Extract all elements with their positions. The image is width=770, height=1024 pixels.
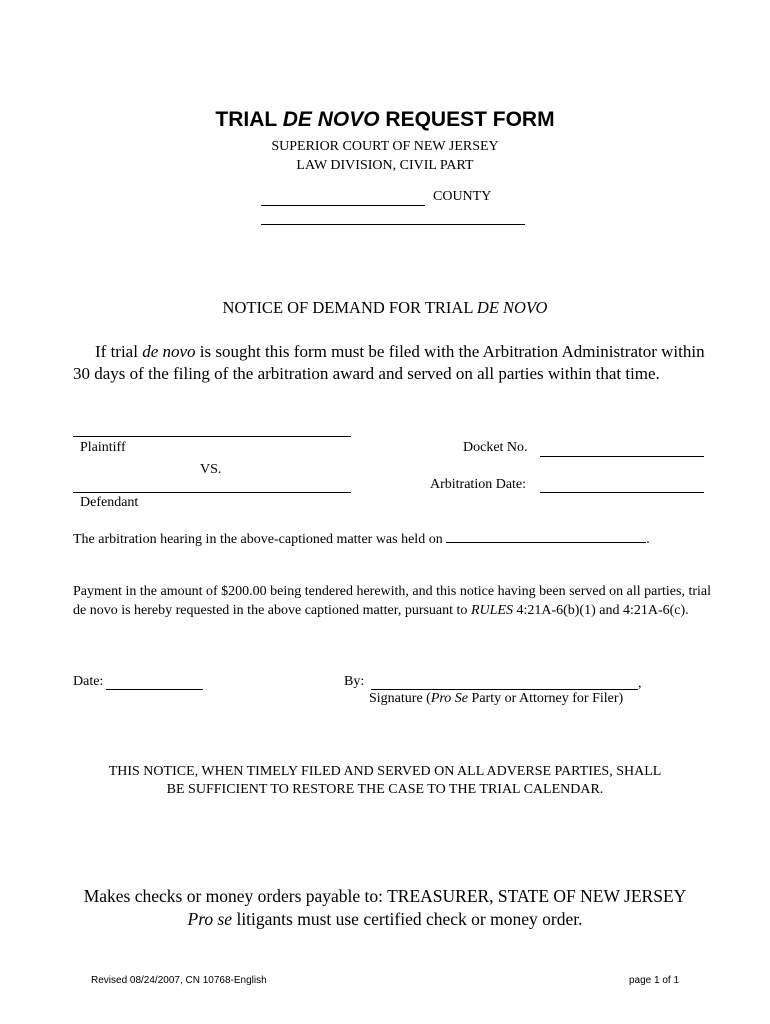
plaintiff-label: Plaintiff bbox=[80, 440, 126, 455]
payable-instructions bbox=[0, 885, 770, 931]
docket-label: Docket No. bbox=[463, 440, 528, 455]
page-number: page 1 of 1 bbox=[629, 975, 680, 986]
court-division: LAW DIVISION, CIVIL PART bbox=[296, 158, 474, 173]
hearing-period: . bbox=[646, 532, 650, 547]
plaintiff-field[interactable] bbox=[73, 436, 351, 437]
intro-italic: de novo bbox=[142, 342, 196, 361]
hearing-text: The arbitration hearing in the above-captioned matter was held on bbox=[73, 532, 443, 547]
county-extra-field[interactable] bbox=[261, 224, 525, 225]
defendant-field[interactable] bbox=[73, 492, 351, 493]
warning-line-2: BE SUFFICIENT TO RESTORE THE CASE TO THE TRIAL CALENDAR. bbox=[166, 782, 604, 797]
payment-text-end: 4:21A-6(b)(1) and 4:21A-6(c). bbox=[512, 602, 689, 618]
intro-text-end: is sought this form must be filed with the Arbitration Administrator within 30 days of the filing of the arbitration award and served on all parties within that time. bbox=[73, 342, 705, 383]
vs-label: VS. bbox=[200, 462, 222, 477]
defendant-label: Defendant bbox=[80, 495, 139, 510]
arbitration-date-label: Arbitration Date: bbox=[430, 477, 527, 492]
payment-text: Payment in the amount of $200.00 being tendered herewith, and this notice having been served on all parties, trial de novo is hereby requested in the above captioned matter, pursuant to bbox=[73, 584, 711, 618]
signature-comma: , bbox=[638, 676, 642, 691]
signature-caption-italic: Pro Se bbox=[430, 691, 469, 706]
notice-heading bbox=[0, 298, 770, 318]
hearing-date-field[interactable] bbox=[446, 530, 646, 543]
title-text: TRIAL bbox=[215, 108, 283, 131]
intro-paragraph bbox=[73, 341, 713, 384]
pro-se-italic: Pro se bbox=[187, 909, 233, 929]
signature-caption-text: Signature ( bbox=[369, 691, 431, 706]
intro-text: If trial bbox=[95, 342, 143, 361]
payable-line-1: Makes checks or money orders payable to: TREASURER, STATE OF NEW JERSEY bbox=[83, 886, 687, 906]
signature-caption bbox=[369, 691, 623, 707]
title-text-end: REQUEST FORM bbox=[379, 108, 555, 131]
restore-warning bbox=[0, 763, 770, 799]
county-label: COUNTY bbox=[433, 189, 492, 204]
notice-heading-italic: DE NOVO bbox=[476, 298, 548, 317]
docket-field[interactable] bbox=[540, 456, 704, 457]
title-italic: DE NOVO bbox=[282, 108, 380, 131]
form-title bbox=[0, 108, 770, 132]
hearing-statement bbox=[73, 530, 713, 548]
notice-heading-text: NOTICE OF DEMAND FOR TRIAL bbox=[222, 298, 477, 317]
signature-field[interactable] bbox=[371, 689, 638, 690]
date-field[interactable] bbox=[106, 689, 203, 690]
court-name: SUPERIOR COURT OF NEW JERSEY bbox=[271, 139, 499, 154]
payable-line-2-text: litigants must use certified check or money order. bbox=[232, 909, 583, 929]
court-heading bbox=[0, 137, 770, 175]
county-name-field[interactable] bbox=[261, 205, 425, 206]
by-label: By: bbox=[344, 674, 365, 689]
date-label: Date: bbox=[73, 674, 104, 689]
payment-paragraph bbox=[73, 583, 713, 620]
signature-caption-end: Party or Attorney for Filer) bbox=[468, 691, 624, 706]
payable-line-2 bbox=[0, 908, 770, 931]
arbitration-date-field[interactable] bbox=[540, 492, 704, 493]
revision-footer: Revised 08/24/2007, CN 10768-English bbox=[91, 975, 267, 986]
payment-rules: RULES bbox=[470, 602, 513, 618]
warning-line-1: THIS NOTICE, WHEN TIMELY FILED AND SERVED ON ALL ADVERSE PARTIES, SHALL bbox=[108, 764, 662, 779]
